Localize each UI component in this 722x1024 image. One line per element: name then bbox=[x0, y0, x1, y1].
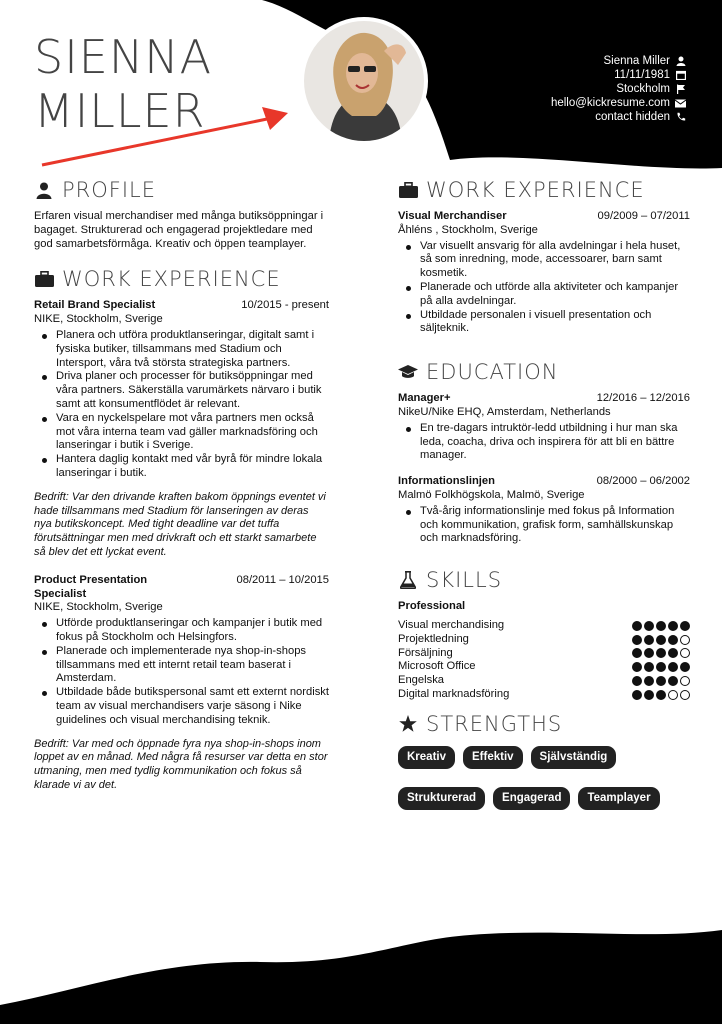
briefcase-icon bbox=[34, 269, 54, 289]
filled-dot bbox=[644, 662, 654, 672]
skill-level-rating bbox=[632, 662, 690, 672]
strength-tag: Strukturerad bbox=[398, 787, 485, 810]
job-title: Visual Merchandiser bbox=[398, 210, 507, 222]
job-title: Retail Brand Specialist bbox=[34, 299, 156, 312]
work-heading-left: WORK EXPERIENCE bbox=[34, 265, 329, 293]
education-dates: 08/2000 – 06/2002 bbox=[596, 475, 690, 488]
filled-dot bbox=[680, 662, 690, 672]
skill-level-rating bbox=[632, 635, 690, 645]
filled-dot bbox=[656, 690, 666, 700]
education-title: Manager+ bbox=[398, 392, 451, 405]
skill-level-rating bbox=[632, 690, 690, 700]
skill-name: Engelska bbox=[398, 674, 445, 687]
empty-dot bbox=[680, 648, 690, 658]
filled-dot bbox=[668, 662, 678, 672]
last-name: MILLER bbox=[34, 84, 206, 138]
tag-row-break bbox=[398, 777, 688, 779]
education-org: NikeU/Nike EHQ, Amsterdam, Netherlands bbox=[398, 405, 611, 418]
profile-heading: PROFILE bbox=[34, 176, 329, 204]
person-icon bbox=[675, 56, 686, 67]
list-item: Planera och utföra produktlanseringar, digitalt samt i fysiska butiker, tillsammans med Stadium och Intersport, våra två största strategiska partners. bbox=[34, 329, 329, 370]
skills-subtitle: Professional bbox=[398, 600, 466, 613]
filled-dot bbox=[644, 690, 654, 700]
calendar-icon bbox=[675, 70, 686, 81]
education-dates: 12/2016 – 12/2016 bbox=[596, 392, 690, 405]
list-item: Utförde produktlanseringar och kampanjer i butik med fokus på Stockholm och Helsingfors. bbox=[34, 617, 329, 645]
skill-row bbox=[398, 674, 690, 688]
contact-block bbox=[551, 54, 686, 124]
right-column bbox=[398, 176, 690, 810]
skill-name: Microsoft Office bbox=[398, 660, 476, 673]
skill-name: Visual merchandising bbox=[398, 618, 505, 631]
job-entry bbox=[34, 299, 329, 559]
contact-birthdate: 11/11/1981 bbox=[551, 68, 686, 82]
education-entry bbox=[398, 392, 690, 463]
filled-dot bbox=[644, 635, 654, 645]
briefcase-icon bbox=[398, 180, 418, 200]
filled-dot bbox=[656, 648, 666, 658]
job-bullets bbox=[398, 240, 690, 337]
skills-heading: SKILLS bbox=[398, 566, 690, 594]
job-title: Product Presentation Specialist bbox=[34, 573, 148, 600]
graduation-cap-icon bbox=[398, 362, 418, 382]
filled-dot bbox=[656, 676, 666, 686]
list-item: Driva planer och processer för butiksöppningar med våra partners. Säkerställa varumärkets närvaro i butik samt att konsumentflödet är relevant. bbox=[34, 370, 329, 411]
filled-dot bbox=[656, 662, 666, 672]
education-org: Malmö Folkhögskola, Malmö, Sverige bbox=[398, 488, 585, 501]
strength-tag: Engagerad bbox=[493, 787, 570, 810]
phone-icon bbox=[675, 112, 686, 123]
job-bullets bbox=[34, 617, 329, 727]
envelope-icon bbox=[675, 98, 686, 109]
person-icon bbox=[34, 180, 54, 200]
strength-tag: Självständig bbox=[531, 746, 617, 769]
filled-dot bbox=[668, 635, 678, 645]
list-item: Två-årig informationslinje med fokus på Information och kommunikation, grafisk form, samhällskunskap och marknadsföring. bbox=[398, 505, 690, 546]
filled-dot bbox=[632, 662, 642, 672]
filled-dot bbox=[644, 676, 654, 686]
education-bullets bbox=[398, 505, 690, 546]
empty-dot bbox=[668, 690, 678, 700]
skill-row bbox=[398, 619, 690, 633]
filled-dot bbox=[668, 648, 678, 658]
filled-dot bbox=[632, 690, 642, 700]
filled-dot bbox=[632, 635, 642, 645]
list-item: En tre-dagars intruktör-ledd utbildning i hur man ska leda, coacha, driva och inspirera för att bli en bättre manager. bbox=[398, 422, 690, 463]
filled-dot bbox=[668, 676, 678, 686]
list-item: Hantera daglig kontakt med vår byrå för mindre lokala lanseringar i butik. bbox=[34, 453, 329, 481]
profile-photo bbox=[300, 17, 428, 145]
job-entry bbox=[34, 574, 329, 793]
strengths-heading: STRENGTHS bbox=[398, 710, 690, 738]
job-achievement: Bedrift: Var den drivande kraften bakom öppnings eventet vi hade tillsammans med Stadium för lanseringen av deras nya butikskoncept. Med tight deadline var det tuffa förutsättningar men med drivkraft och ett starkt samarbete så blev det ett lyckat event. bbox=[34, 490, 326, 558]
skill-row bbox=[398, 633, 690, 647]
strength-tag: Kreativ bbox=[398, 746, 455, 769]
skill-level-rating bbox=[632, 648, 690, 658]
job-org: NIKE, Stockholm, Sverige bbox=[34, 313, 163, 326]
strength-tag: Teamplayer bbox=[578, 787, 659, 810]
filled-dot bbox=[668, 621, 678, 631]
education-heading: EDUCATION bbox=[398, 358, 690, 386]
profile-text: Erfaren visual merchandiser med många butiksöppningar i bagaget. Strukturerad och engagerad projektledare med god samarbetsförmåga. Kreativ och öppen teamplayer. bbox=[34, 210, 324, 250]
job-dates: 10/2015 - present bbox=[241, 299, 329, 312]
flag-icon bbox=[675, 84, 686, 95]
list-item: Var visuellt ansvarig för alla avdelningar i hela huset, så som inredning, mode, accessoarer, barn samt kosmetik. bbox=[398, 240, 690, 281]
skill-name: Försäljning bbox=[398, 646, 453, 659]
footer-black-shape bbox=[0, 930, 722, 1024]
filled-dot bbox=[632, 621, 642, 631]
filled-dot bbox=[632, 676, 642, 686]
job-org: NIKE, Stockholm, Sverige bbox=[34, 601, 163, 614]
education-bullets bbox=[398, 422, 690, 463]
list-item: Planerade och implementerade nya shop-in-shops tillsammans med ett internt retail team baserat i Amsterdam. bbox=[34, 645, 329, 686]
empty-dot bbox=[680, 676, 690, 686]
skill-name: Projektledning bbox=[398, 632, 469, 645]
candidate-name bbox=[34, 30, 212, 138]
list-item: Utbildade både butikspersonal samt ett externt nordiskt team av visual merchandisers varje säsong i Nike guidelines och visual merchandising teknik. bbox=[34, 686, 329, 727]
contact-name: Sienna Miller bbox=[551, 54, 686, 68]
first-name: SIENNA bbox=[34, 30, 213, 84]
filled-dot bbox=[680, 621, 690, 631]
empty-dot bbox=[680, 690, 690, 700]
skill-row bbox=[398, 660, 690, 674]
job-dates: 08/2011 – 10/2015 bbox=[236, 573, 329, 586]
profile-photo-illustration bbox=[304, 21, 424, 141]
work-heading-right: WORK EXPERIENCE bbox=[398, 176, 690, 204]
filled-dot bbox=[656, 635, 666, 645]
job-entry bbox=[398, 210, 690, 336]
filled-dot bbox=[644, 648, 654, 658]
skill-rows bbox=[398, 619, 690, 702]
strength-tag: Effektiv bbox=[463, 746, 523, 769]
strength-tags bbox=[398, 746, 688, 810]
job-bullets bbox=[34, 329, 329, 481]
list-item: Planerade och utförde alla aktiviteter och kampanjer på alla avdelningar. bbox=[398, 281, 690, 309]
job-org: Åhléns , Stockholm, Sverige bbox=[398, 223, 538, 236]
skills-list bbox=[398, 600, 690, 702]
contact-location: Stockholm bbox=[551, 82, 686, 96]
job-dates: 09/2009 – 07/2011 bbox=[597, 210, 690, 222]
filled-dot bbox=[644, 621, 654, 631]
star-icon bbox=[398, 714, 418, 734]
skill-name: Digital marknadsföring bbox=[398, 687, 510, 700]
job-achievement: Bedrift: Var med och öppnade fyra nya shop-in-shops inom loppet av en månad. Med några få resurser var detta en stor utmaning, men med tydlig kommunikation och fokus så klarade vi av det. bbox=[34, 737, 328, 791]
skill-row bbox=[398, 647, 690, 661]
filled-dot bbox=[656, 621, 666, 631]
list-item: Utbildade personalen i visuell presentation och säljteknik. bbox=[398, 309, 690, 337]
education-entry bbox=[398, 475, 690, 546]
skill-level-rating bbox=[632, 621, 690, 631]
filled-dot bbox=[632, 648, 642, 658]
left-column bbox=[34, 176, 329, 807]
list-item: Vara en nyckelspelare mot våra partners men också mot våra interna team vad gäller marknadsföring och lanseringar i butik i Sverige. bbox=[34, 412, 329, 453]
skill-level-rating bbox=[632, 676, 690, 686]
contact-email[interactable]: hello@kickresume.com bbox=[551, 96, 686, 110]
flask-icon bbox=[398, 570, 418, 590]
contact-phone: contact hidden bbox=[551, 110, 686, 124]
education-title: Informationslinjen bbox=[398, 475, 495, 488]
empty-dot bbox=[680, 635, 690, 645]
skill-row bbox=[398, 688, 690, 702]
